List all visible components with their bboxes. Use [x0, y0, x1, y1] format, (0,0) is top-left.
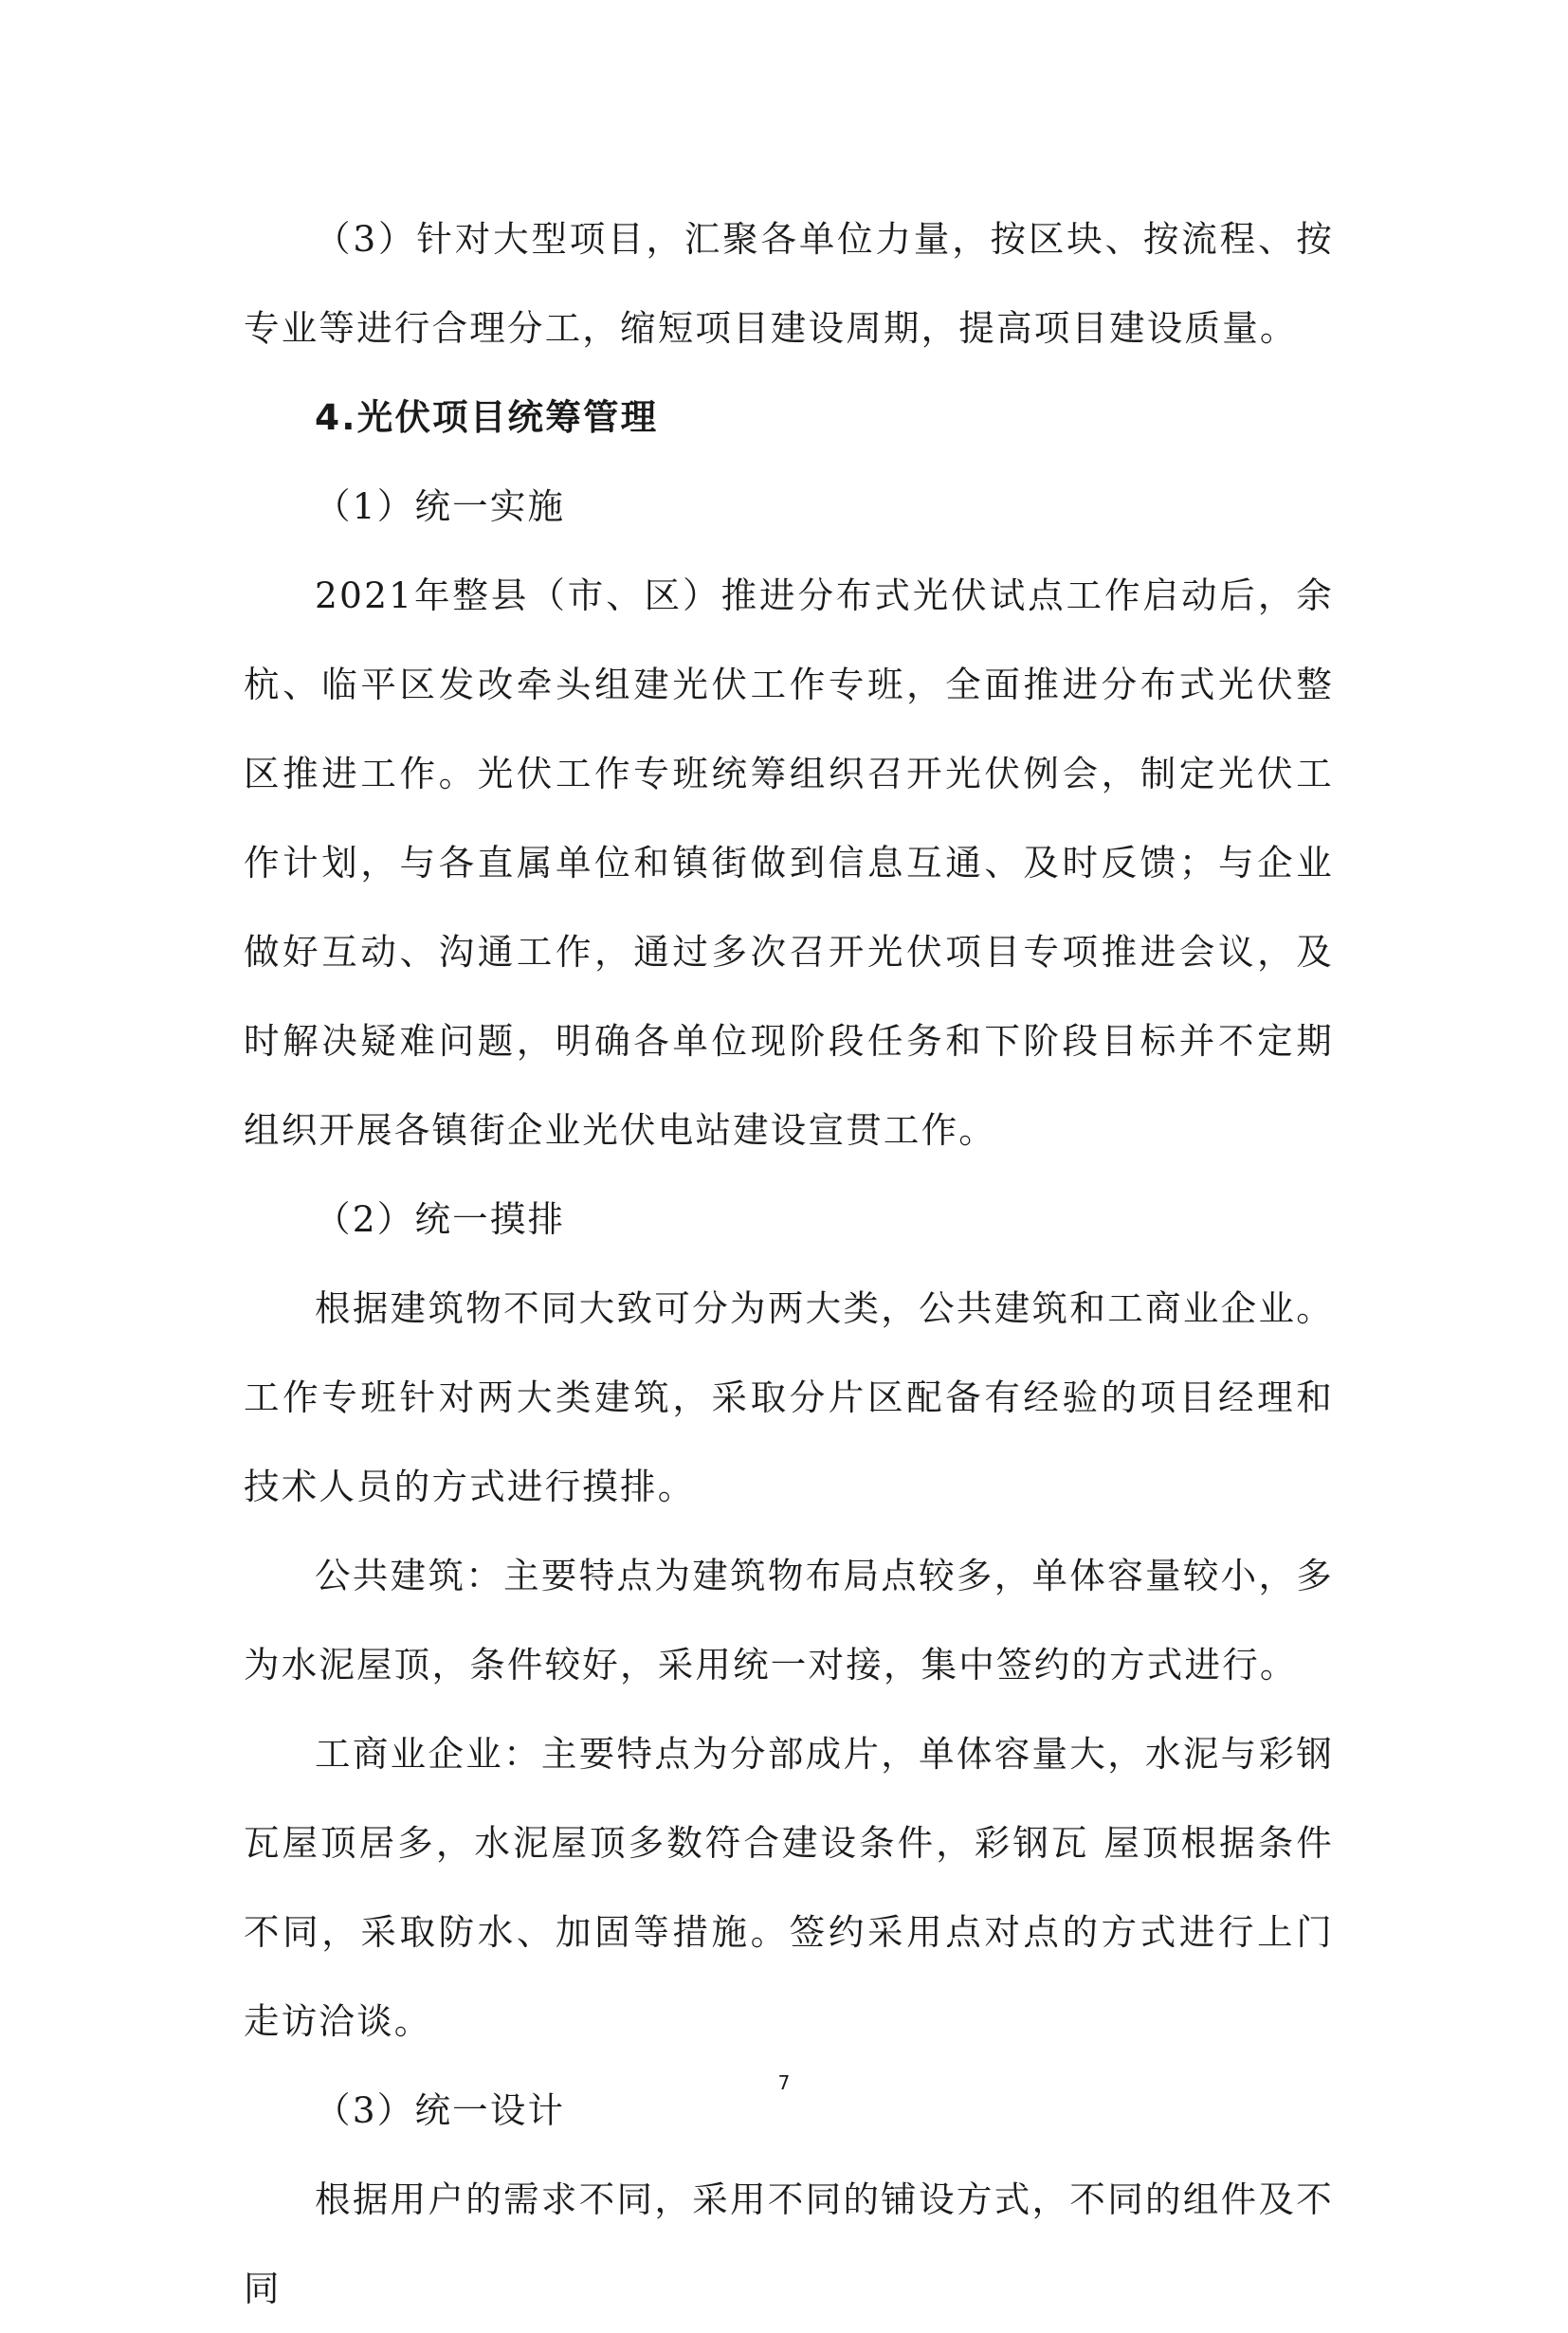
paragraph-large-project-division: （3）针对大型项目，汇聚各单位力量，按区块、按流程、按专业等进行合理分工，缩短项目建设周期，提高项目建设质量。 [244, 218, 1334, 349]
paragraph-building-categories: 根据建筑物不同大致可分为两大类，公共建筑和工商业企业。工作专班针对两大类建筑，采取分片区配备有经验的项目经理和技术人员的方式进行摸排。 [244, 1287, 1334, 1507]
subheading-unified-survey: （2）统一摸排 [315, 1198, 566, 1240]
paragraph-design-details: 根据用户的需求不同，采用不同的铺设方式，不同的组件及不同 [244, 2178, 1334, 2309]
page-body [244, 194, 1334, 2333]
subheading-unified-design: （3）统一设计 [315, 2089, 566, 2131]
subheading-unified-implementation: （1）统一实施 [315, 485, 566, 527]
section-heading-pv-management: 4.光伏项目统筹管理 [315, 396, 659, 438]
paragraph-implementation-details: 2021年整县（市、区）推进分布式光伏试点工作启动后，余杭、临平区发改牵头组建光伏工作专班，全面推进分布式光伏整区推进工作。光伏工作专班统筹组织召开光伏例会，制定光伏工作计划，与各直属单位和镇街做到信息互通、及时反馈；与企业做好互动、沟通工作，通过多次召开光伏项目专项推进会议，及时解决疑难问题，明确各单位现阶段任务和下阶段目标并不定期组织开展各镇街企业光伏电站建设宣贯工作。 [244, 574, 1334, 1151]
paragraph-commercial-enterprises: 工商业企业：主要特点为分部成片，单体容量大，水泥与彩钢瓦屋顶居多，水泥屋顶多数符合建设条件，彩钢瓦 屋顶根据条件不同，采取防水、加固等措施。签约采用点对点的方式进行上门走访洽谈。 [244, 1733, 1334, 2042]
paragraph-public-buildings: 公共建筑：主要特点为建筑物布局点较多，单体容量较小，多为水泥屋顶，条件较好，采用统一对接，集中签约的方式进行。 [244, 1555, 1334, 1686]
page-number: 7 [777, 2071, 791, 2094]
